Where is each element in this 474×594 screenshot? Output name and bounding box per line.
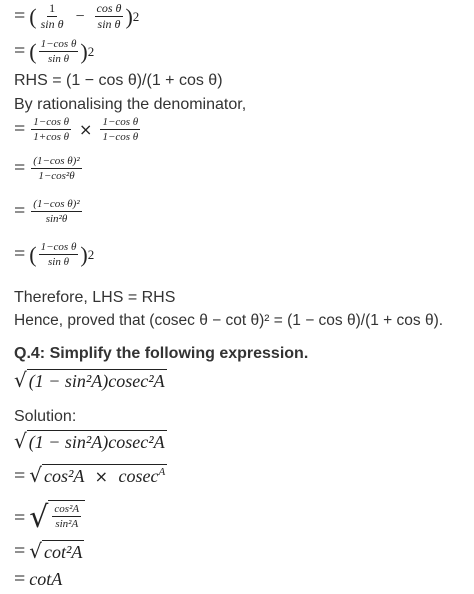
radicand (42, 464, 167, 488)
therefore-line: Therefore, LHS = RHS (14, 289, 176, 306)
solution-step-2 (14, 500, 468, 536)
numerator: 1−cos θ (33, 116, 70, 128)
solution-step-4 (14, 568, 468, 591)
denominator: sin θ (47, 256, 69, 268)
equals-sign: = (14, 464, 26, 487)
denominator: sin²A (55, 518, 79, 530)
close-paren: ) (125, 3, 133, 29)
sqrt-expression (14, 430, 167, 453)
close-paren: ) (80, 38, 88, 64)
equals-sign: = (14, 5, 26, 27)
equals-sign: = (14, 506, 26, 529)
numerator: 1−cos θ (102, 116, 139, 128)
sqrt-expression (29, 540, 84, 563)
solution-label: Solution: (14, 408, 77, 425)
equals-sign: = (14, 157, 26, 179)
solution-step-1 (14, 464, 468, 488)
open-paren: ( (29, 38, 37, 64)
radicand: (1 − sin²A)cosec²A (28, 371, 165, 391)
numerator: cos θ (96, 1, 122, 15)
fraction-cos-over-sin (95, 2, 124, 31)
denominator: sin²θ (45, 213, 68, 225)
equals-sign: = (14, 40, 26, 62)
radical-sign: √ (14, 429, 27, 453)
radical-sign: √ (29, 500, 49, 535)
numerator: 1 (49, 1, 56, 15)
radicand: cot²A (44, 542, 83, 562)
sqrt-expression (29, 500, 85, 536)
denominator: sin θ (47, 53, 69, 65)
numerator: 1−cos θ (40, 241, 77, 253)
fraction (31, 198, 81, 225)
radicand (48, 500, 85, 536)
denominator: 1−cos θ (102, 131, 139, 143)
rationalise-line: By rationalising the denominator, (14, 96, 247, 113)
radicand: (1 − sin²A)cosec²A (28, 432, 165, 452)
numerator: cos²A (54, 503, 80, 515)
lhs-step-1: = ( $\frac{1}{\text{sin θ}}$ − $\frac{\text{cos θ}}{\text{sin θ}}$ ) 2 (14, 1, 140, 31)
equals-sign: = (14, 200, 26, 222)
result: cotA (29, 569, 63, 589)
numerator: 1−cos θ (40, 38, 77, 50)
equals-sign: = (14, 568, 26, 590)
radical-sign: √ (14, 368, 27, 392)
close-paren: ) (80, 241, 88, 267)
solution-expression (14, 430, 468, 453)
times-sign: × (94, 467, 108, 486)
term-a: cos²A (44, 466, 85, 486)
term-b: cosec (118, 466, 159, 486)
term-b-exponent: A (158, 466, 166, 478)
times-sign: × (79, 120, 93, 139)
solution-step-3 (14, 540, 468, 563)
rhs-step-1 (14, 116, 468, 143)
hence-line: Hence, proved that (cosec θ − cot θ)² = (1 − cos θ)/(1 + cos θ). (14, 312, 444, 329)
lhs-step-2: = ( $\frac{\text{1−cos θ}}{\text{sin θ}}$ ) 2 (14, 38, 95, 65)
question-expression (14, 369, 468, 392)
denominator: 1−cos²θ (38, 170, 75, 182)
numerator: (1−cos θ)² (33, 198, 80, 210)
open-paren: ( (29, 3, 37, 29)
denominator: 1+cos θ (33, 131, 70, 143)
radical-sign: √ (29, 539, 43, 563)
fraction-1-over-sin (39, 2, 66, 31)
fraction (31, 155, 81, 182)
fraction-2 (100, 116, 140, 143)
denominator: sin θ (97, 17, 121, 31)
sqrt-expression (14, 369, 167, 392)
numerator: (1−cos θ)² (33, 155, 80, 167)
fraction-1 (31, 116, 71, 143)
equals-sign: = (14, 243, 26, 265)
fraction (39, 241, 79, 268)
rhs-line: RHS = (1 − cos θ)/(1 + cos θ) (14, 72, 223, 89)
rhs-step-3 (14, 198, 468, 225)
minus-sign: − (75, 7, 85, 25)
rhs-step-4: = ( $\frac{\text{1−cos θ}}{\text{sin θ}}$ ) 2 (14, 241, 95, 268)
radical-sign: √ (29, 463, 43, 487)
question-title: Q.4: Simplify the following expression. (14, 345, 309, 362)
equals-sign: = (14, 118, 26, 140)
sqrt-expression (29, 464, 167, 488)
open-paren: ( (29, 241, 37, 267)
denominator: sin θ (40, 17, 64, 31)
fraction (52, 503, 81, 530)
fraction (39, 38, 79, 65)
equals-sign: = (14, 540, 26, 562)
rhs-step-2 (14, 155, 468, 182)
